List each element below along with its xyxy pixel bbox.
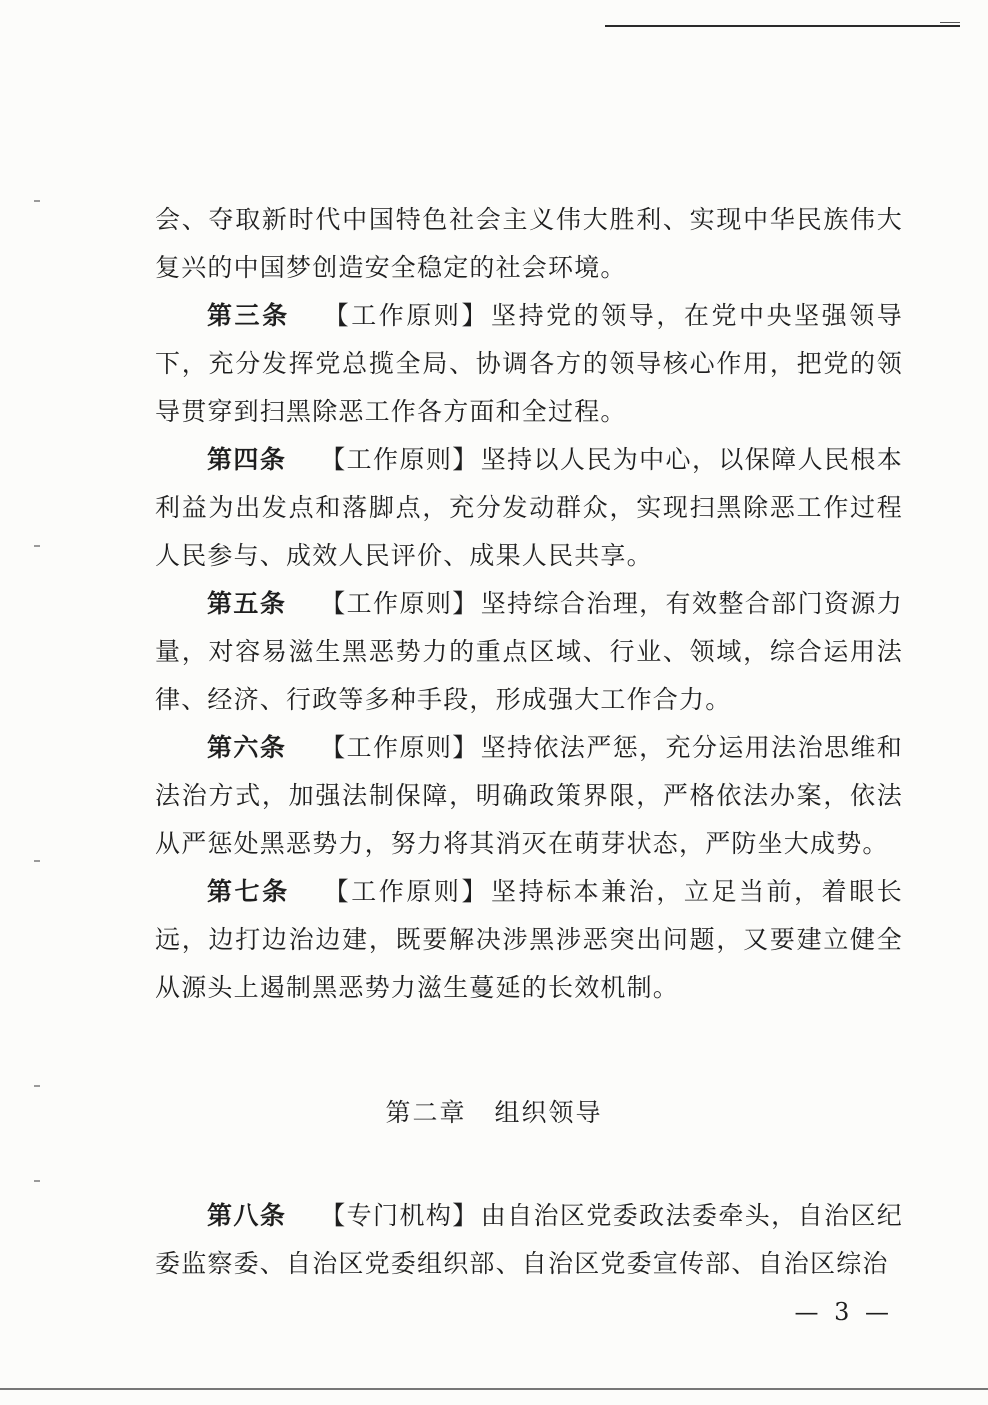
article-6 [155,724,903,868]
paragraph-continuation [155,196,903,292]
article-label: 第七条 [207,877,290,906]
article-label: 第八条 [207,1201,287,1230]
article-5 [155,580,903,724]
article-label: 第六条 [207,733,287,762]
article-text: 坚持以人民为中心，以保障人民根本利益为出发点和落脚点，充分发动群众，实现扫黑除恶工作过程人民参与、成效人民评价、成果人民共享。 [155,445,904,570]
chapter-heading [0,1093,988,1129]
article-4 [155,436,903,580]
article-label: 第三条 [207,301,290,330]
article-tag: 【工作原则】 [320,733,479,762]
header-rule-thin [940,22,960,23]
page-number: — 3 — [794,1298,893,1326]
header-rule [605,25,960,27]
article-3 [155,292,903,436]
article-tag: 【工作原则】 [320,445,479,474]
scan-edge [0,1388,988,1390]
article-text: 坚持党的领导，在党中央坚强领导下，充分发挥党总揽全局、协调各方的领导核心作用，把党的领导贯穿到扫黑除恶工作各方面和全过程。 [155,301,903,426]
body-text-top [155,196,903,1012]
article-text: 由自治区党委政法委牵头，自治区纪委监察委、自治区党委组织部、自治区党委宣传部、自治区综治 [155,1201,904,1278]
chapter-title: 组织领导 [494,1098,603,1127]
article-tag: 【工作原则】 [323,301,490,330]
paragraph-text: 会、夺取新时代中国特色社会主义伟大胜利、实现中华民族伟大复兴的中国梦创造安全稳定的社会环境。 [155,205,903,282]
article-tag: 【工作原则】 [323,877,490,906]
margin-mark [34,1180,40,1182]
article-8 [155,1192,903,1288]
article-7 [155,868,903,1012]
margin-mark [34,200,40,202]
article-text: 坚持标本兼治，立足当前，着眼长远，边打边治边建，既要解决涉黑涉恶突出问题，又要建立健全从源头上遏制黑恶势力滋生蔓延的长效机制。 [155,877,903,1002]
chapter-number: 第二章 [385,1098,467,1127]
article-tag: 【专门机构】 [320,1201,479,1230]
margin-mark [34,1085,40,1087]
body-text-bottom [155,1192,903,1288]
article-text: 坚持综合治理，有效整合部门资源力量，对容易滋生黑恶势力的重点区域、行业、领域，综合运用法律、经济、行政等多种手段，形成强大工作合力。 [155,589,904,714]
article-label: 第五条 [207,589,287,618]
margin-mark [34,860,40,862]
article-tag: 【工作原则】 [320,589,479,618]
margin-mark [34,545,40,547]
article-label: 第四条 [207,445,287,474]
article-text: 坚持依法严惩，充分运用法治思维和法治方式，加强法制保障，明确政策界限，严格依法办案，依法从严惩处黑恶势力，努力将其消灭在萌芽状态，严防坐大成势。 [155,733,904,858]
